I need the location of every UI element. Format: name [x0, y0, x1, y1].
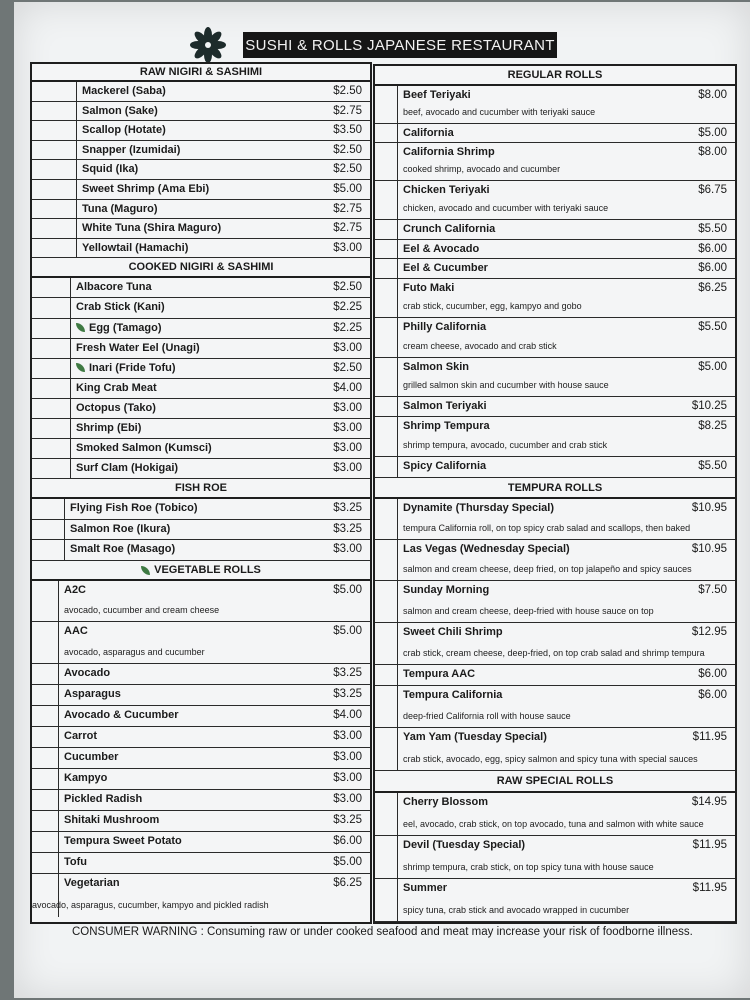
- row-divider: [397, 457, 398, 477]
- item-name: Futo Maki: [403, 282, 455, 294]
- item-description: salmon and cream cheese, deep fried, on top jalapeño and spicy sauces: [403, 564, 692, 574]
- item-name: King Crab Meat: [76, 381, 157, 394]
- item-price: $8.00: [698, 146, 727, 158]
- row-divider: [397, 220, 398, 239]
- item-price: $2.25: [333, 321, 362, 334]
- menu-item: [375, 86, 735, 124]
- item-name: Octopus (Tako): [76, 401, 156, 414]
- menu-item: [32, 82, 370, 102]
- item-price: $2.50: [333, 281, 362, 294]
- row-divider: [58, 874, 59, 917]
- row-divider: [64, 540, 65, 560]
- flower-logo-icon: [190, 27, 226, 63]
- item-name: California: [403, 127, 454, 139]
- item-price: $2.50: [333, 143, 362, 156]
- menu-item: [32, 180, 370, 200]
- item-name: Tempura Sweet Potato: [64, 835, 182, 848]
- row-divider: [58, 769, 59, 789]
- row-divider: [58, 664, 59, 684]
- item-price: $5.50: [698, 223, 727, 235]
- item-name: White Tuna (Shira Maguro): [82, 222, 222, 235]
- row-divider: [70, 379, 71, 398]
- item-price: $5.50: [698, 321, 727, 333]
- menu-item: [375, 143, 735, 181]
- item-price: $2.75: [333, 222, 362, 235]
- item-description: avocado, cucumber and cream cheese: [64, 605, 220, 616]
- row-divider: [58, 832, 59, 852]
- menu-item: [375, 581, 735, 623]
- item-name: Scallop (Hotate): [82, 124, 166, 137]
- item-price: $3.00: [333, 462, 362, 475]
- menu-item: [32, 160, 370, 180]
- menu-item: [32, 874, 370, 917]
- section-header-rawspecial: RAW SPECIAL ROLLS: [375, 771, 735, 793]
- item-name: Shrimp (Ebi): [76, 422, 142, 434]
- item-description: cooked shrimp, avocado and cucumber: [403, 164, 561, 174]
- row-divider: [76, 141, 77, 160]
- menu-item: [32, 219, 370, 239]
- item-price: $3.00: [333, 341, 362, 354]
- menu-item: [32, 832, 370, 853]
- menu-item: [32, 685, 370, 706]
- item-price: $3.00: [333, 241, 362, 254]
- menu-item: [32, 727, 370, 748]
- item-price: $6.75: [698, 184, 727, 196]
- item-name: Salmon Teriyaki: [403, 400, 487, 412]
- item-description: tempura California roll, on top spicy crab salad and scallops, then baked: [403, 523, 691, 533]
- menu-item: [375, 279, 735, 318]
- menu-item: [32, 379, 370, 399]
- menu-item: [375, 220, 735, 240]
- row-divider: [70, 419, 71, 438]
- menu-item: [32, 748, 370, 769]
- item-price: $5.50: [698, 460, 727, 472]
- menu-item: [32, 520, 370, 541]
- row-divider: [397, 181, 398, 219]
- menu-item: [32, 499, 370, 520]
- section-header-tempura: TEMPURA ROLLS: [375, 478, 735, 499]
- menu-item: [375, 417, 735, 457]
- menu-item: [32, 622, 370, 664]
- row-divider: [397, 143, 398, 180]
- leaf-icon: [76, 323, 85, 332]
- item-price: $5.00: [333, 584, 362, 597]
- item-name: Chicken Teriyaki: [403, 184, 490, 196]
- row-divider: [76, 219, 77, 238]
- menu-item: [32, 664, 370, 685]
- row-divider: [76, 121, 77, 140]
- row-divider: [58, 581, 59, 621]
- item-name: Beef Teriyaki: [403, 89, 471, 101]
- row-divider: [70, 359, 71, 378]
- row-divider: [76, 239, 77, 258]
- item-name: Yellowtail (Hamachi): [82, 241, 189, 254]
- item-price: $3.00: [333, 543, 362, 556]
- row-divider: [397, 358, 398, 396]
- menu-item: [32, 459, 370, 479]
- row-divider: [58, 748, 59, 768]
- item-price: $3.00: [333, 422, 362, 434]
- menu-item: [32, 319, 370, 339]
- item-name: Smalt Roe (Masago): [70, 543, 176, 556]
- item-name: Yam Yam (Tuesday Special): [403, 731, 547, 743]
- item-description: crab stick, avocado, egg, spicy salmon and spicy tuna with special sauces: [403, 754, 698, 764]
- row-divider: [70, 278, 71, 297]
- item-price: $2.75: [333, 202, 362, 215]
- item-price: $2.50: [333, 85, 362, 97]
- row-divider: [76, 160, 77, 179]
- item-name: Sweet Shrimp (Ama Ebi): [82, 182, 210, 195]
- row-divider: [397, 879, 398, 921]
- item-name: Tempura AAC: [403, 668, 476, 680]
- row-divider: [397, 581, 398, 622]
- row-divider: [397, 686, 398, 727]
- item-name: Cherry Blossom: [403, 796, 488, 808]
- item-price: $6.25: [698, 282, 727, 294]
- item-price: $11.95: [692, 839, 727, 851]
- menu-item: [32, 200, 370, 220]
- item-name: Crab Stick (Kani): [76, 301, 165, 314]
- row-divider: [397, 665, 398, 685]
- item-price: $3.25: [333, 522, 362, 535]
- restaurant-title: SUSHI & ROLLS JAPANESE RESTAURANT: [243, 32, 557, 58]
- item-price: $3.25: [333, 814, 362, 827]
- item-price: $3.00: [333, 442, 362, 455]
- left-menu-column: [30, 62, 372, 924]
- item-name: Snapper (Izumidai): [82, 143, 181, 156]
- menu-item: [32, 359, 370, 379]
- menu-item: [32, 298, 370, 318]
- menu-item: [32, 141, 370, 161]
- row-divider: [58, 790, 59, 810]
- item-price: $5.00: [333, 182, 362, 195]
- item-name: [76, 322, 162, 334]
- item-name: Salmon Roe (Ikura): [70, 522, 171, 535]
- item-price: $11.95: [692, 882, 727, 894]
- item-name: [76, 362, 176, 374]
- row-divider: [58, 706, 59, 726]
- item-price: $8.00: [698, 89, 727, 101]
- item-description: grilled salmon skin and cucumber with house sauce: [403, 380, 609, 390]
- leaf-icon: [76, 363, 85, 372]
- item-name: Eel & Cucumber: [403, 262, 488, 274]
- menu-item: [375, 397, 735, 417]
- menu-item: [32, 790, 370, 811]
- row-divider: [64, 520, 65, 540]
- item-name: Eel & Avocado: [403, 243, 480, 255]
- menu-item: [32, 853, 370, 874]
- item-name: Asparagus: [64, 688, 121, 701]
- item-price: $3.00: [333, 772, 362, 785]
- item-name: Squid (Ika): [82, 163, 139, 176]
- item-name: California Shrimp: [403, 146, 495, 158]
- item-description: deep-fried California roll with house sauce: [403, 711, 571, 721]
- menu-item: [375, 259, 735, 279]
- item-name: Salmon (Sake): [82, 104, 158, 117]
- row-divider: [397, 124, 398, 142]
- row-divider: [397, 318, 398, 357]
- leaf-icon: [141, 566, 150, 575]
- right-menu-column: [373, 64, 737, 924]
- item-name: Tofu: [64, 856, 88, 869]
- item-price: $3.25: [333, 502, 362, 515]
- item-price: $2.50: [333, 163, 362, 176]
- item-name: Albacore Tuna: [76, 281, 152, 294]
- item-description: spicy tuna, crab stick and avocado wrapped in cucumber: [403, 905, 630, 915]
- item-name: Sweet Chili Shrimp: [403, 626, 503, 638]
- row-divider: [397, 279, 398, 317]
- row-divider: [397, 259, 398, 278]
- item-description: eel, avocado, crab stick, on top avocado, tuna and salmon with white sauce: [403, 819, 704, 829]
- row-divider: [397, 793, 398, 835]
- item-name: Tuna (Maguro): [82, 202, 158, 215]
- row-divider: [397, 397, 398, 416]
- row-divider: [58, 811, 59, 831]
- menu-item: [32, 399, 370, 419]
- item-name: Spicy California: [403, 460, 487, 472]
- row-divider: [397, 540, 398, 580]
- item-name: Dynamite (Thursday Special): [403, 502, 554, 514]
- item-name: Crunch California: [403, 223, 496, 235]
- menu-item: [32, 540, 370, 561]
- item-price: $3.00: [333, 751, 362, 764]
- item-description: shrimp tempura, crab stick, on top spicy tuna with house sauce: [403, 862, 654, 872]
- item-description: crab stick, cucumber, egg, kampyo and gobo: [403, 301, 582, 311]
- item-name: Sunday Morning: [403, 584, 490, 596]
- menu-item: [375, 728, 735, 771]
- item-price: $10.95: [691, 543, 727, 555]
- item-price: $3.00: [333, 793, 362, 806]
- row-divider: [58, 622, 59, 663]
- consumer-warning: CONSUMER WARNING : Consuming raw or under cooked seafood and meat may increase your risk of foodborne illness.: [72, 926, 693, 938]
- row-divider: [76, 82, 77, 101]
- row-divider: [58, 685, 59, 705]
- item-name: Kampyo: [64, 772, 108, 785]
- item-price: $11.95: [692, 731, 727, 743]
- row-divider: [397, 728, 398, 770]
- section-header-cooked: COOKED NIGIRI & SASHIMI: [32, 258, 370, 278]
- item-name: Avocado & Cucumber: [64, 709, 179, 722]
- menu-item: [32, 706, 370, 727]
- menu-item: [32, 339, 370, 359]
- item-price: $7.50: [698, 584, 727, 596]
- section-header-veg: [32, 561, 370, 581]
- row-divider: [76, 180, 77, 199]
- item-price: $2.75: [333, 104, 362, 117]
- item-price: $3.00: [333, 401, 362, 414]
- row-divider: [397, 623, 398, 664]
- menu-item: [375, 240, 735, 259]
- row-divider: [70, 319, 71, 338]
- row-divider: [70, 298, 71, 317]
- row-divider: [70, 339, 71, 358]
- item-name: Shitaki Mushroom: [64, 814, 160, 827]
- row-divider: [76, 200, 77, 219]
- item-price: $5.00: [698, 361, 727, 373]
- menu-item: [375, 540, 735, 581]
- item-name: Tempura California: [403, 689, 503, 701]
- item-price: $2.50: [333, 361, 362, 374]
- item-price: $6.25: [333, 877, 362, 890]
- menu-item: [375, 686, 735, 728]
- row-divider: [70, 459, 71, 478]
- item-price: $6.00: [698, 243, 727, 255]
- item-name: AAC: [64, 625, 88, 638]
- section-header-roe: FISH ROE: [32, 479, 370, 499]
- row-divider: [397, 499, 398, 539]
- item-price: $6.00: [698, 689, 727, 701]
- menu-item: [32, 439, 370, 459]
- item-price: $2.25: [333, 301, 362, 314]
- item-name: Salmon Skin: [403, 361, 470, 373]
- section-header-label: VEGETABLE ROLLS: [154, 564, 261, 577]
- item-price: $4.00: [333, 381, 362, 394]
- menu-item: [32, 102, 370, 122]
- item-price: $10.25: [691, 400, 727, 412]
- item-description: chicken, avocado and cucumber with teriyaki sauce: [403, 203, 609, 213]
- menu-item: [375, 879, 735, 922]
- menu-item: [32, 811, 370, 832]
- item-name: Vegetarian: [64, 877, 120, 890]
- item-name: Avocado: [64, 667, 111, 680]
- item-price: $12.95: [691, 626, 727, 638]
- row-divider: [64, 499, 65, 519]
- menu-item: [32, 239, 370, 259]
- row-divider: [58, 853, 59, 873]
- item-name: Pickled Radish: [64, 793, 143, 806]
- row-divider: [397, 836, 398, 878]
- item-description: shrimp tempura, avocado, cucumber and crab stick: [403, 440, 608, 450]
- row-divider: [397, 240, 398, 258]
- item-price: $6.00: [333, 835, 362, 848]
- item-description: beef, avocado and cucumber with teriyaki sauce: [403, 107, 596, 117]
- item-price: $6.00: [698, 262, 727, 274]
- menu-item: [375, 793, 735, 836]
- item-price: $14.95: [691, 796, 727, 808]
- item-price: $3.00: [333, 730, 362, 743]
- item-name: Las Vegas (Wednesday Special): [403, 543, 570, 555]
- item-description: salmon and cream cheese, deep-fried with house sauce on top: [403, 606, 654, 616]
- item-name: Devil (Tuesday Special): [403, 839, 526, 851]
- row-divider: [58, 727, 59, 747]
- menu-item: [375, 836, 735, 879]
- item-name: Mackerel (Saba): [82, 85, 166, 97]
- item-name: Summer: [403, 882, 448, 894]
- row-divider: [76, 102, 77, 121]
- item-name: A2C: [64, 584, 87, 597]
- row-divider: [70, 399, 71, 418]
- section-header-regular: REGULAR ROLLS: [375, 66, 735, 86]
- row-divider: [397, 86, 398, 123]
- menu-item: [32, 121, 370, 141]
- item-price: $4.00: [333, 709, 362, 722]
- item-name: Philly California: [403, 321, 487, 333]
- item-price: $5.00: [333, 856, 362, 869]
- row-divider: [70, 439, 71, 458]
- item-price: $8.25: [698, 420, 727, 432]
- item-name: Flying Fish Roe (Tobico): [70, 502, 198, 515]
- item-description: cream cheese, avocado and crab stick: [403, 341, 557, 351]
- section-header-raw: RAW NIGIRI & SASHIMI: [32, 64, 370, 82]
- row-divider: [397, 417, 398, 456]
- item-name-text: Egg (Tamago): [89, 321, 162, 334]
- item-description: avocado, asparagus, cucumber, kampyo and pickled radish: [32, 900, 269, 911]
- menu-item: [375, 124, 735, 143]
- item-price: $5.00: [333, 625, 362, 638]
- item-price: $3.25: [333, 688, 362, 701]
- menu-item: [375, 499, 735, 540]
- menu-item: [375, 358, 735, 397]
- item-name-text: Inari (Fride Tofu): [89, 361, 176, 374]
- item-price: $3.25: [333, 667, 362, 680]
- item-price: $5.00: [698, 127, 727, 139]
- item-description: avocado, asparagus and cucumber: [64, 647, 205, 658]
- menu-item: [32, 769, 370, 790]
- menu-item: [32, 278, 370, 298]
- menu-item: [32, 581, 370, 622]
- item-description: crab stick, cream cheese, deep-fried, on top crab salad and shrimp tempura: [403, 648, 705, 658]
- item-name: Fresh Water Eel (Unagi): [76, 341, 200, 354]
- item-name: Carrot: [64, 730, 98, 743]
- item-name: Shrimp Tempura: [403, 420, 490, 432]
- menu-item: [375, 318, 735, 358]
- item-price: $10.95: [691, 502, 727, 514]
- menu-item: [375, 623, 735, 665]
- item-price: $6.00: [698, 668, 727, 680]
- item-name: Smoked Salmon (Kumsci): [76, 442, 212, 455]
- item-price: $3.50: [333, 124, 362, 137]
- menu-item: [375, 665, 735, 686]
- item-name: Surf Clam (Hokigai): [76, 462, 179, 475]
- item-name: Cucumber: [64, 751, 119, 764]
- menu-item: [375, 181, 735, 220]
- menu-item: [375, 457, 735, 478]
- menu-item: [32, 419, 370, 439]
